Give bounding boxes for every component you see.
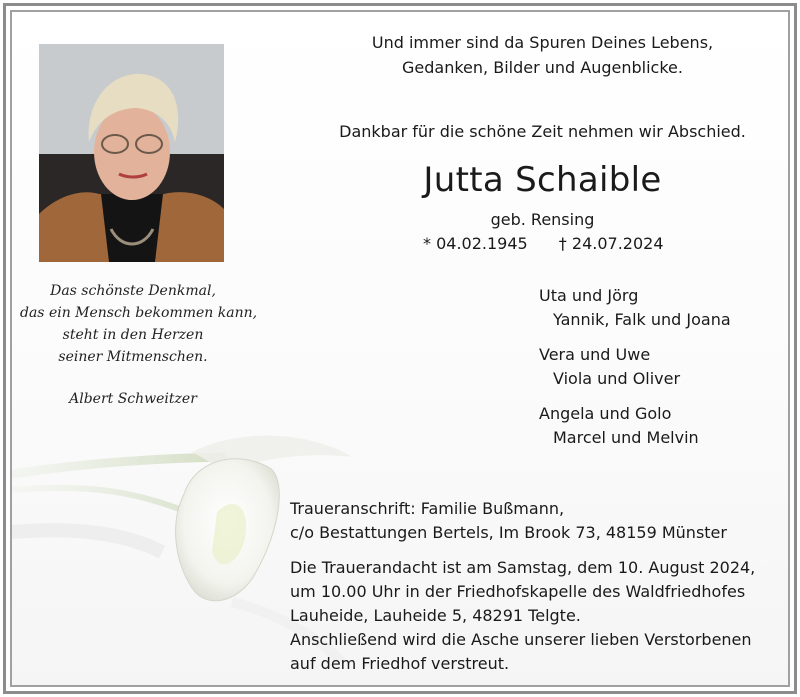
address-line: c/o Bestattungen Bertels, Im Brook 73, 48159 Münster	[290, 523, 727, 542]
verse	[290, 30, 790, 80]
life-dates	[423, 234, 664, 253]
farewell-line: Dankbar für die schöne Zeit nehmen wir Abschied.	[339, 122, 746, 141]
family-parents: Angela und Golo	[539, 404, 672, 423]
family-list	[539, 284, 731, 461]
family-parents: Vera und Uwe	[539, 345, 651, 364]
quote-line: seiner Mitmenschen.	[58, 349, 208, 365]
service-line: Die Trauerandacht ist am Samstag, dem 10. August 2024,	[290, 558, 756, 577]
quote-line: das ein Mensch bekommen kann,	[20, 305, 258, 321]
family-group	[539, 402, 731, 450]
mourning-address	[290, 497, 727, 545]
family-children: Marcel und Melvin	[553, 428, 699, 447]
birth-date: * 04.02.1945	[423, 234, 528, 253]
portrait-photo-icon	[39, 44, 224, 262]
address-line: Traueranschrift: Familie Bußmann,	[290, 499, 565, 518]
family-group	[539, 284, 731, 332]
deceased-name: Jutta Schaible	[423, 160, 662, 200]
family-group	[539, 343, 731, 391]
quote-author: Albert Schweitzer	[69, 391, 197, 407]
quote-line: steht in den Herzen	[62, 327, 204, 343]
service-line: auf dem Friedhof verstreut.	[290, 654, 510, 673]
service-details	[290, 556, 755, 676]
death-date: † 24.07.2024	[558, 234, 664, 253]
verse-line: Gedanken, Bilder und Augenblicke.	[402, 58, 683, 77]
obituary-card	[10, 10, 790, 687]
family-children: Viola und Oliver	[553, 369, 681, 388]
service-line: Lauheide, Lauheide 5, 48291 Telgte.	[290, 606, 581, 625]
birth-name: geb. Rensing	[490, 210, 595, 229]
family-children: Yannik, Falk und Joana	[553, 310, 731, 329]
service-line: um 10.00 Uhr in der Friedhofskapelle des Waldfriedhofes	[290, 582, 746, 601]
memorial-quote	[20, 280, 258, 410]
service-line: Anschließend wird die Asche unserer lieben Verstorbenen	[290, 630, 752, 649]
verse-line: Und immer sind da Spuren Deines Lebens,	[371, 33, 714, 52]
family-parents: Uta und Jörg	[539, 286, 639, 305]
portrait-photo	[39, 44, 224, 262]
quote-line: Das schönste Denkmal,	[50, 283, 216, 299]
